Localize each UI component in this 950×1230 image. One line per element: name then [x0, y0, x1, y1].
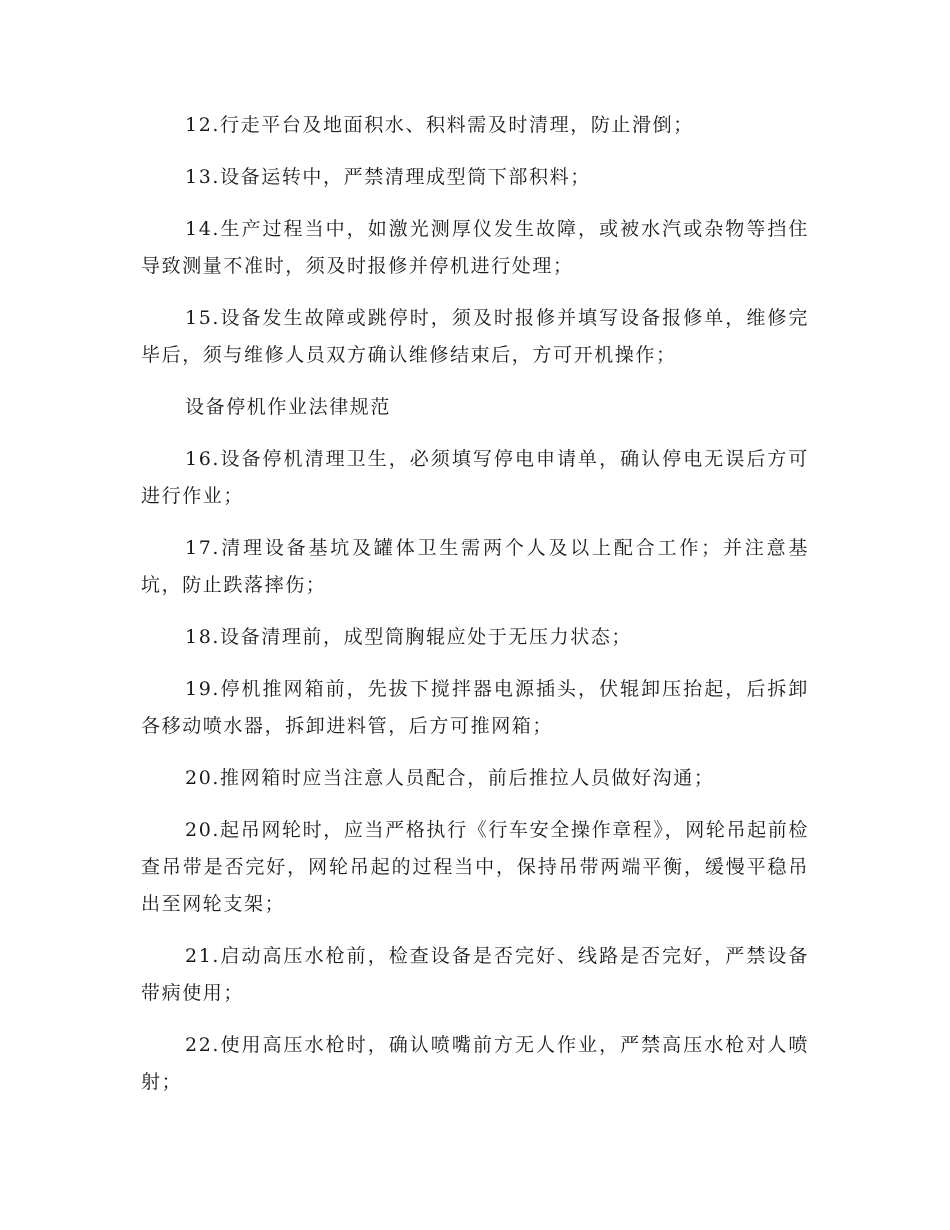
section-heading: 设备停机作业法律规范: [185, 396, 392, 418]
rule-paragraph-21: 21.启动高压水枪前，检查设备是否完好、线路是否完好，严禁设备带病使用；: [141, 945, 809, 1004]
rule-paragraph-13: 13.设备运转中，严禁清理成型筒下部积料；: [185, 166, 591, 188]
rule-paragraph-22: 22.使用高压水枪时，确认喷嘴前方无人作业，严禁高压水枪对人喷射；: [141, 1034, 809, 1093]
rule-paragraph-17: 17.清理设备基坑及罐体卫生需两个人及以上配合工作；并注意基坑，防止跌落摔伤；: [141, 537, 809, 596]
rule-paragraph-20a: 20.推网箱时应当注意人员配合，前后推拉人员做好沟通；: [185, 767, 715, 789]
rule-paragraph-14: 14.生产过程当中，如激光测厚仪发生故障，或被水汽或杂物等挡住导致测量不准时，须及时报修并停机进行处理；: [141, 218, 809, 277]
document-body: [141, 107, 809, 1116]
rule-paragraph-20b: 20.起吊网轮时，应当严格执行《行车安全操作章程》，网轮吊起前检查吊带是否完好，网轮吊起的过程当中，保持吊带两端平衡，缓慢平稳吊出至网轮支架；: [141, 819, 809, 915]
rule-paragraph-12: 12.行走平台及地面积水、积料需及时清理，防止滑倒；: [185, 114, 694, 136]
rule-paragraph-15: 15.设备发生故障或跳停时，须及时报修并填写设备报修单，维修完毕后，须与维修人员双方确认维修结束后，方可开机操作；: [141, 307, 809, 366]
rule-paragraph-16: 16.设备停机清理卫生，必须填写停电申请单，确认停电无误后方可进行作业；: [141, 448, 809, 507]
rule-paragraph-19: 19.停机推网箱前，先拔下搅拌器电源插头，伏辊卸压抬起，后拆卸各移动喷水器，拆卸进料管，后方可推网箱；: [141, 678, 809, 737]
rule-paragraph-18: 18.设备清理前，成型筒胸辊应处于无压力状态；: [185, 626, 633, 648]
